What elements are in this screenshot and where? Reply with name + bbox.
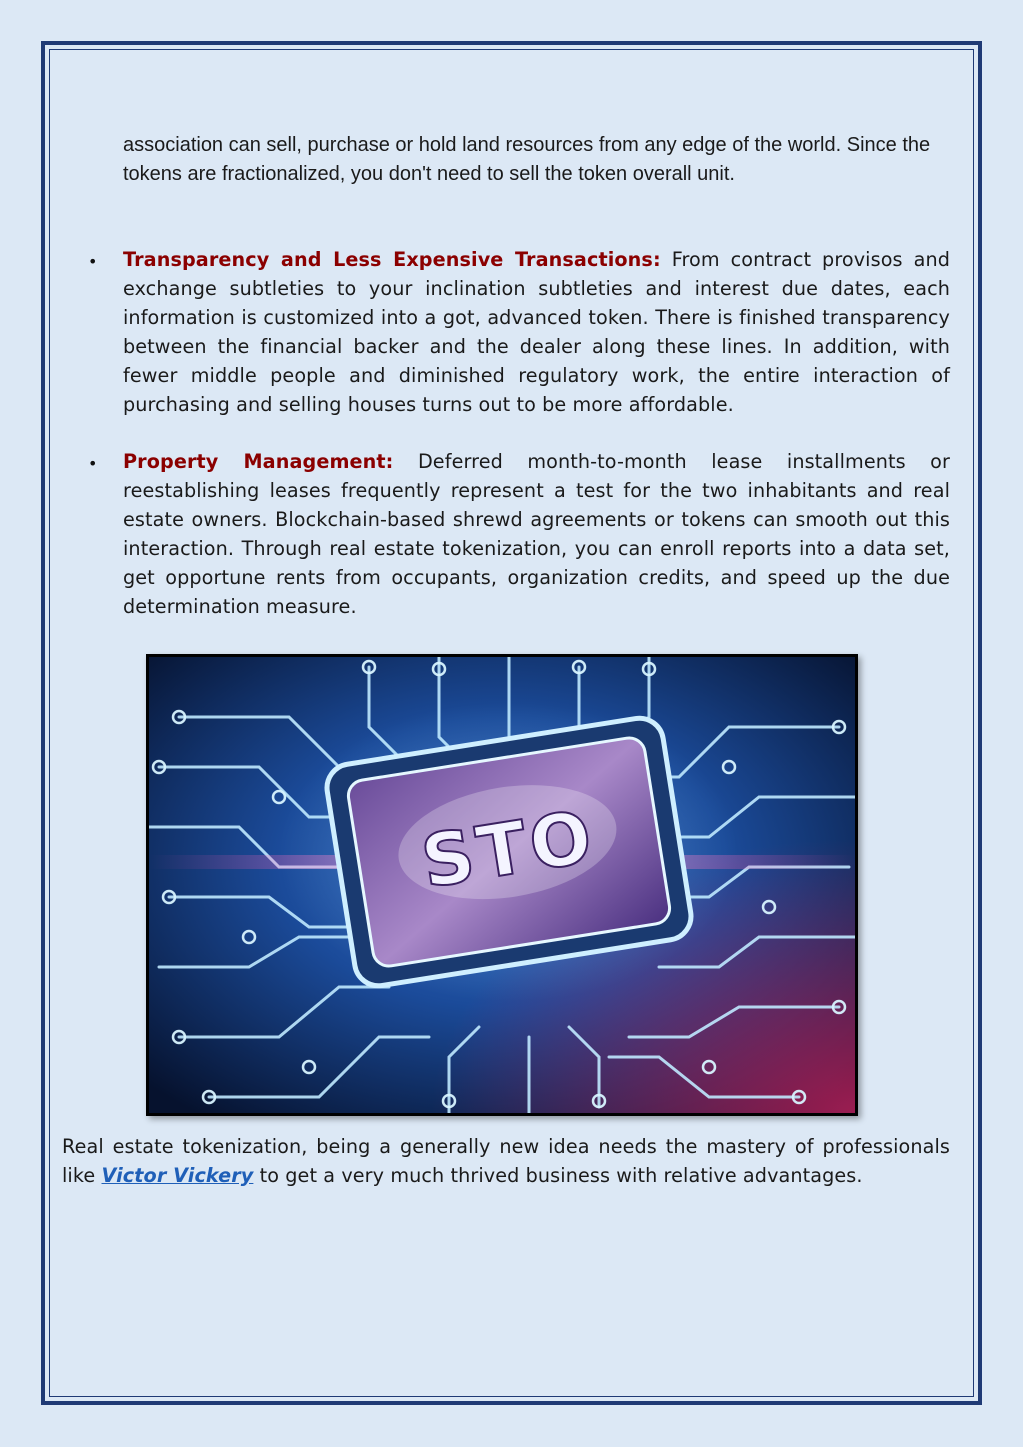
bullet-transparency <box>123 245 950 419</box>
bullet-heading: Property Management: <box>123 450 394 473</box>
circuit-chip-illustration <box>149 657 855 1113</box>
intro-paragraph: association can sell, purchase or hold land resources from any edge of the world. Since the tokens are fractionalized, you don't need to sell the token overall unit. <box>123 134 931 185</box>
bullet-dot-icon: • <box>88 252 98 271</box>
bullet-body: Deferred month-to-month lease installments or reestablishing leases frequently represent a test for the two inhabitants and real estate owners. Blockchain-based shrewd agreements or tokens can smooth out this interaction. Through real estate tokenization, you can enroll reports into a data set, get opportune rents from occupants, organization credits, and speed up the due determination measure. <box>123 450 950 618</box>
victor-vickery-link[interactable]: Victor Vickery <box>101 1164 254 1187</box>
bullet-property-management <box>123 447 950 621</box>
closing-text-after: to get a very much thrived business with relative advantages. <box>259 1164 863 1187</box>
bullet-body: From contract provisos and exchange subtleties to your inclination subtleties and interest due dates, each information is customized into a got, advanced token. There is finished transparency between the financial backer and the dealer along these lines. In addition, with fewer middle people and diminished regulatory work, the entire interaction of purchasing and selling houses turns out to be more affordable. <box>123 248 951 416</box>
closing-text-before: Real estate tokenization, being a generally new idea needs the mastery of professionals like <box>62 1135 950 1187</box>
circuit-chip-image <box>146 654 858 1116</box>
chip-label: STO <box>415 793 602 905</box>
bullet-dot-icon: • <box>88 454 98 473</box>
bullet-heading: Transparency and Less Expensive Transactions: <box>123 248 661 271</box>
closing-paragraph <box>62 1132 950 1190</box>
